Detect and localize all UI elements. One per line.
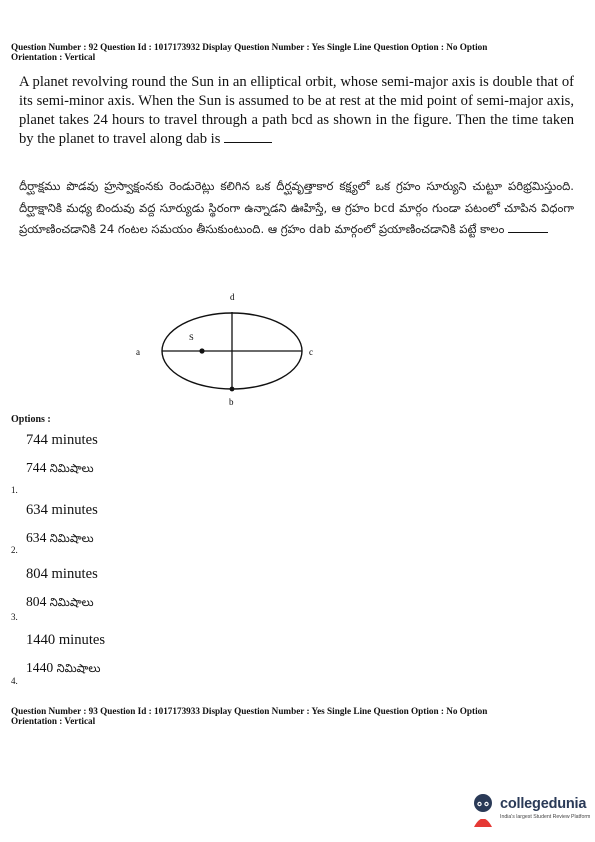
question-text-english (19, 73, 574, 149)
option-3-number: 3. (11, 612, 18, 622)
question-header-line1: Question Number : 92 Question Id : 1017173932 Display Question Number : Yes Single Line Question Option : No Option (11, 42, 488, 52)
option-1-telugu-unit: నిమిషాలు (49, 461, 94, 475)
question-text-telugu (19, 176, 574, 241)
option-4-telugu[interactable] (26, 660, 100, 678)
next-question-header (11, 707, 571, 726)
next-question-header-line2: Orientation : Vertical (11, 715, 96, 726)
mascot-icon (470, 792, 496, 828)
next-question-header-line1: Question Number : 93 Question Id : 1017173933 Display Question Number : Yes Single Line Question Option : No Option (11, 706, 488, 716)
option-3-english[interactable]: 804 minutes (26, 566, 98, 582)
option-2-number: 2. (11, 545, 18, 555)
logo-wordmark: collegedunia (500, 796, 587, 812)
label-c: c (309, 347, 313, 357)
point-b (230, 387, 235, 392)
option-2-english[interactable]: 634 minutes (26, 502, 98, 518)
label-b: b (229, 397, 234, 407)
option-4-telugu-value: 1440 (26, 660, 54, 675)
option-3-telugu-unit: నిమిషాలు (49, 595, 94, 609)
sun-point (199, 348, 204, 353)
answer-blank (224, 141, 272, 143)
option-2-telugu[interactable] (26, 530, 94, 548)
options-heading: Options : (11, 414, 51, 425)
option-2-telugu-unit: నిమిషాలు (49, 531, 94, 545)
option-1-number: 1. (11, 485, 18, 495)
option-1-english[interactable]: 744 minutes (26, 432, 98, 448)
question-english-body: A planet revolving round the Sun in an elliptical orbit, whose semi-major axis is double that of its semi-minor axis. When the Sun is assumed to be at rest at the mid point of semi-major axis, planet takes 24 hours to travel through a path bcd as shown in the figure. Then the time taken by the planet to travel along dab is (19, 74, 574, 147)
question-telugu-body: దీర్ఘాక్షము పొడవు హ్రస్వాక్షంనకు రెండురెట్లు కలిగిన ఒక దీర్ఘవృత్తాకార కక్ష్యలో ఒక గ్రహం సూర్యుని చుట్టూ పరిభ్రమిస్తుంది. దీర్ఘాక్షానికి మధ్య బిందువు వద్ద సూర్యుడు స్థిరంగా ఉన్నాడని ఊహిస్తే, ఆ గ్రహం bcd మార్గం గుండా పటంలో చూపిన విధంగా ప్రయాణించడానికి 24 గంటల సమయం తీసుకుంటుంది. ఆ గ్రహం dab మార్గంలో ప్రయాణించడానికి పట్టే కాలం (19, 179, 574, 236)
answer-blank-telugu (508, 231, 548, 233)
option-2-telugu-value: 634 (26, 530, 47, 545)
label-s: S (189, 332, 194, 342)
option-1-telugu-value: 744 (26, 460, 47, 475)
option-3-telugu-value: 804 (26, 594, 47, 609)
question-header-line2: Orientation : Vertical (11, 51, 96, 62)
question-header (11, 43, 571, 62)
collegedunia-logo (470, 792, 590, 830)
logo-tagline: India's largest Student Review Platform (500, 814, 591, 820)
option-4-english[interactable]: 1440 minutes (26, 632, 106, 648)
option-4-telugu-unit: నిమిషాలు (56, 661, 101, 675)
label-d: d (230, 292, 235, 302)
option-3-telugu[interactable] (26, 594, 94, 612)
orbit-figure (127, 285, 317, 415)
label-a: a (136, 347, 140, 357)
option-4-number: 4. (11, 676, 18, 686)
option-1-telugu[interactable] (26, 460, 94, 478)
